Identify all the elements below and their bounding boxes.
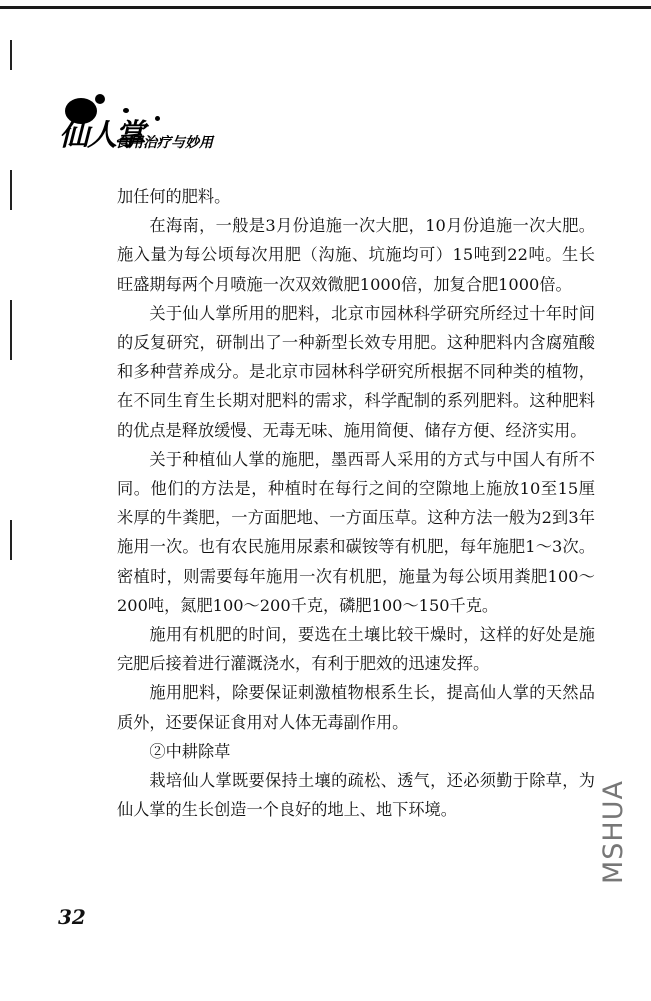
margin-mark (10, 40, 12, 70)
paragraph: 施用肥料，除要保证刺激植物根系生长，提高仙人掌的天然品质外，还要保证食用对人体无毒副作用。 (117, 683, 595, 732)
ink-splash (95, 94, 105, 104)
section-heading: ②中耕除草 (149, 741, 231, 761)
paragraph: 加任何的肥料。 (117, 187, 231, 206)
margin-mark (10, 170, 12, 210)
watermark: MSHUA (598, 780, 629, 884)
body-text (117, 182, 595, 824)
margin-mark (10, 520, 12, 560)
ink-splash (155, 116, 160, 121)
paragraph: 栽培仙人掌既要保持土壤的疏松、透气，还必须勤于除草，为仙人掌的生长创造一个良好的地上、地下环境。 (117, 771, 595, 820)
top-rule (0, 6, 651, 9)
running-header (55, 90, 315, 170)
paragraph: 关于种植仙人掌的施肥，墨西哥人采用的方式与中国人有所不同。他们的方法是，种植时在每行之间的空隙地上施放10至15厘米厚的牛粪肥，一方面肥地、一方面压草。这种方法一般为2到3年施用一次。也有农民施用尿素和碳铵等有机肥，每年施肥1～3次。密植时，则需要每年施用一次有机肥，施量为每公顷用粪肥100～200吨，氮肥100～200千克，磷肥100～150千克。 (117, 449, 595, 615)
header-title: 仙人掌 (59, 118, 143, 153)
paragraph: 施用有机肥的时间，要选在土壤比较干燥时，这样的好处是施完肥后接着进行灌溉浇水，有利于肥效的迅速发挥。 (117, 625, 595, 674)
paragraph: 在海南，一般是3月份追施一次大肥，10月份追施一次大肥。施入量为每公顷每次用肥（沟施、坑施均可）15吨到22吨。生长旺盛期每两个月喷施一次双效微肥1000倍，加复合肥1000倍。 (117, 216, 595, 294)
paragraph: 关于仙人掌所用的肥料，北京市园林科学研究所经过十年时间的反复研究，研制出了一种新型长效专用肥。这种肥料内含腐殖酸和多种营养成分。是北京市园林科学研究所根据不同种类的植物，在不同生育生长期对肥料的需求，科学配制的系列肥料。这种肥料的优点是释放缓慢、无毒无味、施用简便、储存方便、经济实用。 (117, 303, 595, 440)
page-number: 32 (58, 905, 86, 929)
margin-mark (10, 300, 12, 360)
header-subtitle: 食用治疗与妙用 (115, 135, 213, 151)
